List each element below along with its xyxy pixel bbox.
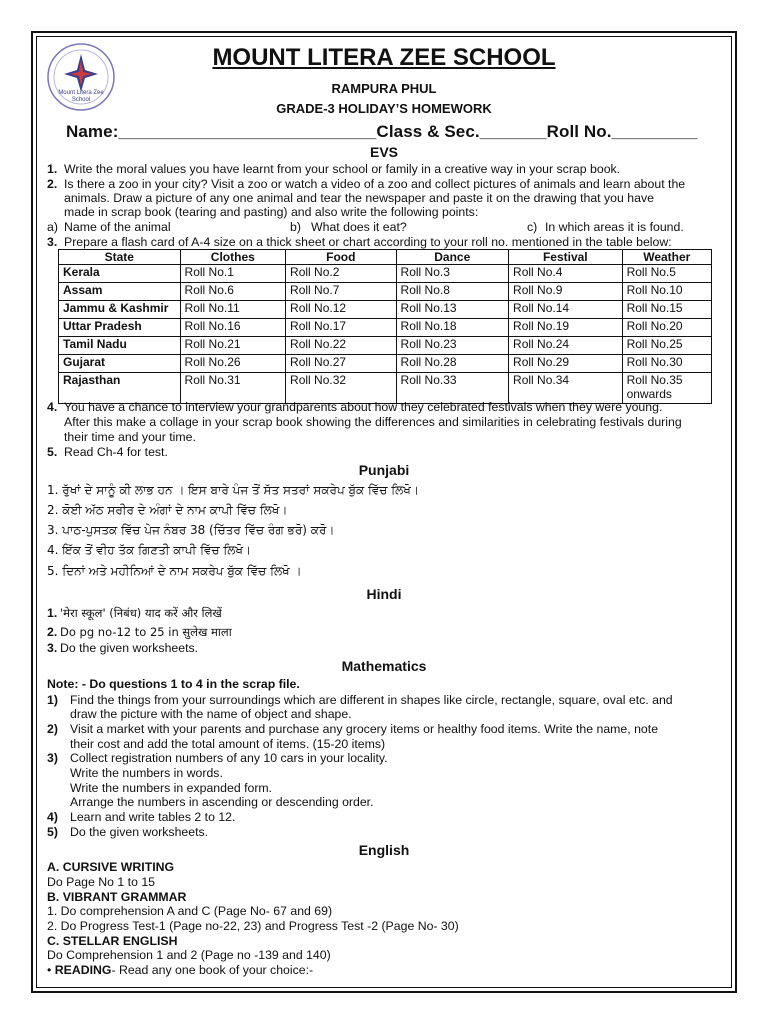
bullet-icon: • (47, 963, 52, 977)
table-cell: Roll No.33 (396, 373, 509, 404)
table-cell: Roll No.1 (180, 265, 285, 283)
evs-item-2-line-1: Is there a zoo in your city? Visit a zoo or watch a video of a zoo and collect pictures of animals and learn about the (64, 177, 686, 191)
evs-item-1: Write the moral values you have learnt from your school or family in a creative way in your scrap book. (64, 162, 621, 176)
table-cell: Tamil Nadu (59, 337, 181, 355)
table-cell: Roll No.14 (509, 301, 623, 319)
evs-item-3-num: 3. (47, 235, 58, 249)
table-header: Food (286, 250, 397, 265)
table-cell: Roll No.18 (396, 319, 509, 337)
table-cell: Roll No.26 (180, 355, 285, 373)
punjabi-item-1: 1. ਰੁੱਖਾਂ ਦੇ ਸਾਨੂੰ ਕੀ ਲਾਭ ਹਨ । ਇਸ ਬਾਰੇ ਪੰਜ ਤੋਂ ਸੱਤ ਸਤਰਾਂ ਸਕਰੇਪ ਬੁੱਕ ਵਿੱਚ ਲਿਖੋ। (47, 483, 419, 497)
table-cell: Roll No.13 (396, 301, 509, 319)
evs-item-2-line-2: animals. Draw a picture of any one animal and tear the newspaper and paste it on the drawing that you have (64, 191, 654, 205)
table-cell: Roll No.2 (286, 265, 397, 283)
table-row (59, 337, 712, 355)
table-cell: Kerala (59, 265, 181, 283)
table-row (59, 301, 712, 319)
table-header: State (59, 250, 181, 265)
table-row (59, 355, 712, 373)
table-cell: Jammu & Kashmir (59, 301, 181, 319)
maths-note: Note: - Do questions 1 to 4 in the scrap file. (47, 677, 300, 691)
evs-point-a-label: a) (47, 220, 58, 234)
maths-item-3-line-1: Collect registration numbers of any 10 cars in your locality. (70, 751, 388, 765)
table-cell: Roll No.27 (286, 355, 397, 373)
table-header: Clothes (180, 250, 285, 265)
hindi-item-3-num: 3. (47, 641, 58, 655)
table-row (59, 265, 712, 283)
evs-item-5-num: 5. (47, 445, 58, 459)
punjabi-heading: Punjabi (358, 462, 410, 478)
maths-item-2-num: 2) (47, 722, 58, 736)
table-cell: Gujarat (59, 355, 181, 373)
maths-item-1-num: 1) (47, 693, 58, 707)
maths-item-3-num: 3) (47, 751, 58, 765)
hindi-heading: Hindi (366, 586, 402, 602)
table-cell: Assam (59, 283, 181, 301)
maths-item-2-line-1: Visit a market with your parents and purchase any grocery items or healthy food items. Write the name, note (70, 722, 659, 736)
table-cell: Roll No.9 (509, 283, 623, 301)
table-cell: Roll No.25 (622, 337, 711, 355)
evs-item-4-line-3: their time and your time. (64, 430, 196, 444)
table-cell: Roll No.28 (396, 355, 509, 373)
roll-number-table (58, 249, 712, 404)
table-cell: Roll No.35 onwards (622, 373, 711, 404)
table-cell: Rajasthan (59, 373, 181, 404)
table-header: Festival (509, 250, 623, 265)
maths-item-1-line-2: draw the picture with the name of object and shape. (70, 707, 352, 721)
table-cell: Roll No.30 (622, 355, 711, 373)
punjabi-item-4: 4. ਇੱਕ ਤੋਂ ਵੀਹ ਤੱਕ ਗਿਣਤੀ ਕਾਪੀ ਵਿੱਚ ਲਿਖੋ। (47, 543, 252, 557)
english-c-text: Do Comprehension 1 and 2 (Page no -139 and 140) (47, 948, 331, 962)
english-a-heading: A. CURSIVE WRITING (47, 860, 175, 874)
table-cell: Roll No.8 (396, 283, 509, 301)
school-location: RAMPURA PHUL (331, 81, 437, 96)
maths-item-5-num: 5) (47, 825, 58, 839)
evs-point-b-label: b) (290, 220, 301, 234)
table-cell: Roll No.21 (180, 337, 285, 355)
english-reading-line (47, 963, 313, 977)
evs-item-4-num: 4. (47, 400, 58, 414)
table-row (59, 373, 712, 404)
table-cell: Roll No.29 (509, 355, 623, 373)
maths-item-4: Learn and write tables 2 to 12. (70, 810, 236, 824)
maths-item-3-line-4: Arrange the numbers in ascending or descending order. (70, 795, 374, 809)
table-cell: Roll No.22 (286, 337, 397, 355)
table-cell: Roll No.5 (622, 265, 711, 283)
table-header: Dance (396, 250, 509, 265)
table-cell: Roll No.16 (180, 319, 285, 337)
evs-heading: EVS (369, 144, 398, 160)
english-c-heading: C. STELLAR ENGLISH (47, 934, 178, 948)
table-cell: Roll No.24 (509, 337, 623, 355)
hindi-item-2: Do pg no-12 to 25 in सुलेख माला (60, 625, 232, 639)
maths-item-3-line-2: Write the numbers in words. (70, 766, 223, 780)
evs-item-2-num: 2. (47, 177, 58, 191)
evs-item-3: Prepare a flash card of A-4 size on a thick sheet or chart according to your roll no. mentioned in the table below: (64, 235, 672, 249)
table-row (59, 283, 712, 301)
english-b-text-1: 1. Do comprehension A and C (Page No- 67 and 69) (47, 904, 333, 918)
school-name: MOUNT LITERA ZEE SCHOOL (212, 44, 556, 71)
table-cell: Roll No.3 (396, 265, 509, 283)
maths-item-4-num: 4) (47, 810, 58, 824)
table-header: Weather (622, 250, 711, 265)
evs-item-1-num: 1. (47, 162, 58, 176)
table-cell: Roll No.7 (286, 283, 397, 301)
table-cell: Roll No.10 (622, 283, 711, 301)
punjabi-item-3: 3. ਪਾਠ-ਪੁਸਤਕ ਵਿੱਚ ਪੇਜ ਨੰਬਰ 38 (ਚਿੱਤਰ ਵਿੱਚ ਰੰਗ ਭਰੋ) ਕਰੋ। (47, 523, 335, 537)
table-cell: Roll No.32 (286, 373, 397, 404)
table-cell: Roll No.12 (286, 301, 397, 319)
table-cell: Roll No.19 (509, 319, 623, 337)
hindi-item-2-num: 2. (47, 625, 58, 639)
table-cell: Roll No.4 (509, 265, 623, 283)
maths-item-5: Do the given worksheets. (70, 825, 209, 839)
logo-caption: Mount Litera Zee School (58, 90, 104, 103)
hindi-item-1-num: 1. (47, 606, 58, 620)
maths-item-3-line-3: Write the numbers in expanded form. (70, 781, 273, 795)
table-cell: Roll No.11 (180, 301, 285, 319)
table-cell: Roll No.34 (509, 373, 623, 404)
table-cell: Roll No.17 (286, 319, 397, 337)
maths-item-2-line-2: their cost and add the total amount of items. (15-20 items) (70, 737, 386, 751)
english-b-heading: B. VIBRANT GRAMMAR (47, 890, 187, 904)
english-a-text: Do Page No 1 to 15 (47, 875, 156, 889)
punjabi-item-2: 2. ਕੋਈ ਅੱਠ ਸਰੀਰ ਦੇ ਅੰਗਾਂ ਦੇ ਨਾਮ ਕਾਪੀ ਵਿੱਚ ਲਿਖੋ। (47, 503, 288, 517)
punjabi-item-5: 5. ਦਿਨਾਂ ਅਤੇ ਮਹੀਨਿਆਂ ਦੇ ਨਾਮ ਸਕਰੇਪ ਬੁੱਕ ਵਿੱਚ ਲਿਖੋ । (47, 564, 302, 578)
table-cell: Uttar Pradesh (59, 319, 181, 337)
maths-item-1-line-1: Find the things from your surroundings which are different in shapes like circle, rectangle, square, oval etc. and (70, 693, 673, 707)
table-cell: Roll No.6 (180, 283, 285, 301)
evs-point-b: What does it eat? (311, 220, 407, 234)
table-cell: Roll No.23 (396, 337, 509, 355)
evs-item-5: Read Ch-4 for test. (64, 445, 168, 459)
table-cell: Roll No.15 (622, 301, 711, 319)
homework-title: GRADE-3 HOLIDAY’S HOMEWORK (276, 101, 492, 116)
table-cell: Roll No.20 (622, 319, 711, 337)
evs-point-a: Name of the animal (64, 220, 171, 234)
hindi-item-3: Do the given worksheets. (60, 641, 199, 655)
evs-item-4-line-2: After this make a collage in your scrap book showing the differences and similarities in celebrating festivals during (64, 415, 682, 429)
maths-heading: Mathematics (341, 658, 427, 674)
reading-label: READING (54, 963, 112, 977)
hindi-item-1: 'मेरा स्कूल' (निबंध) याद करें और लिखें (60, 606, 222, 620)
evs-point-c-label: c) (527, 220, 538, 234)
evs-item-2-line-3: made in scrap book (tearing and pasting) and also write the following points: (64, 205, 479, 219)
evs-item-4-line-1: You have a chance to interview your grandparents about how they celebrated festivals when they were young. (64, 400, 663, 414)
english-b-text-2: 2. Do Progress Test-1 (Page no-22, 23) and Progress Test -2 (Page No- 30) (47, 919, 459, 933)
evs-point-c: In which areas it is found. (545, 220, 684, 234)
reading-text: - Read any one book of your choice:- (111, 963, 314, 977)
table-cell: Roll No.31 (180, 373, 285, 404)
english-heading: English (358, 842, 410, 858)
name-class-roll-line: Name:___________________________Class & Sec._______Roll No._________ (66, 122, 698, 141)
table-row (59, 319, 712, 337)
